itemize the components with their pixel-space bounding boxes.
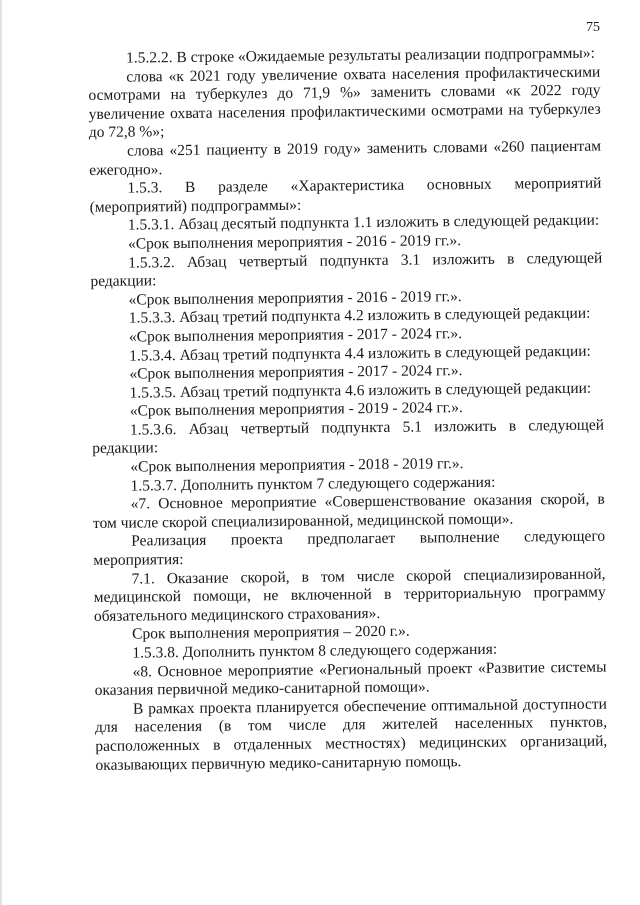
paragraph: 1.5.3.5. Абзац третий подпункта 4.6 изложить в следующей редакции:	[129, 379, 592, 402]
paragraph: 1.5.3.6. Абзац четвертый подпункта 5.1 изложить в следующей редакции:	[92, 416, 605, 458]
paragraph: «Срок выполнения мероприятия - 2017 - 2024 гг.».	[128, 325, 463, 346]
paragraph: 1.5.2.2. В строке «Ожидаемые результаты реализации подпрограммы»:	[125, 44, 595, 67]
paragraph: В рамках проекта планируется обеспечение оптимальной доступности для населения (в том числе для жителей населенных пунктов, расположенных в отдаленных местностях) медицинских организаций, оказывающих первичную медико-санитарную помощь.	[95, 695, 608, 774]
paragraph: «Срок выполнения мероприятия - 2016 - 2019 гг.».	[127, 232, 462, 253]
paragraph: 1.5.3.7. Дополнить пунктом 7 следующего содержания:	[130, 473, 496, 495]
paragraph: «Срок выполнения мероприятия - 2016 - 2019 гг.».	[128, 287, 462, 309]
paragraph: 1.5.3.3. Абзац третий подпункта 4.2 изложить в следующей редакции:	[128, 305, 591, 327]
paragraph: Реализация проекта предполагает выполнение следующего мероприятия:	[93, 528, 606, 570]
paragraph: слова «251 пациенту в 2019 году» заменить словами «260 пациентам ежегодно».	[89, 137, 602, 179]
paragraph: «8. Основное мероприятие «Региональный проект «Развитие системы оказания первичной медико-санитарной помощи».	[94, 658, 607, 700]
paragraph: 1.5.3.8. Дополнить пунктом 8 следующего содержания:	[132, 640, 498, 662]
paragraph: 1.5.3.1. Абзац десятый подпункта 1.1 изложить в следующей редакции:	[127, 212, 600, 234]
paragraph: «Срок выполнения мероприятия - 2017 - 2024 гг.».	[129, 362, 463, 383]
paragraph: «7. Основное мероприятие «Совершенствование оказания скорой, в том числе скорой специализированной, медицинской помощи».	[92, 490, 605, 532]
scan-edge-shadow	[0, 0, 3, 905]
paragraph: 1.5.3. В разделе «Характеристика основных мероприятий (мероприятий) подпрограммы»:	[89, 174, 602, 216]
paragraph: «Срок выполнения мероприятия - 2019 - 2024 гг.».	[129, 399, 463, 420]
paragraph: 7.1. Оказание скорой, в том числе скорой специализированной, медицинской помощи, не включенной в территориальную программу обязательного медицинского страхования».	[93, 565, 606, 625]
paragraph: Срок выполнения мероприятия – 2020 г.».	[132, 623, 410, 643]
paragraph: слова «к 2021 году увеличение охвата населения профилактическими осмотрами на туберкулез до 71,9 %» заменить словами «к 2022 году увеличение охвата населения профилактическими осмотрами на туберкулез до 72,8 %»;	[88, 63, 601, 142]
paragraph: 1.5.3.4. Абзац третий подпункта 4.4 изложить в следующей редакции:	[129, 342, 591, 365]
paragraph: «Срок выполнения мероприятия - 2018 - 2019 гг.».	[130, 455, 464, 476]
paragraph: 1.5.3.2. Абзац четвертый подпункта 3.1 изложить в следующей редакции:	[90, 249, 603, 291]
document-body	[88, 45, 608, 775]
page-number: 75	[586, 20, 600, 35]
